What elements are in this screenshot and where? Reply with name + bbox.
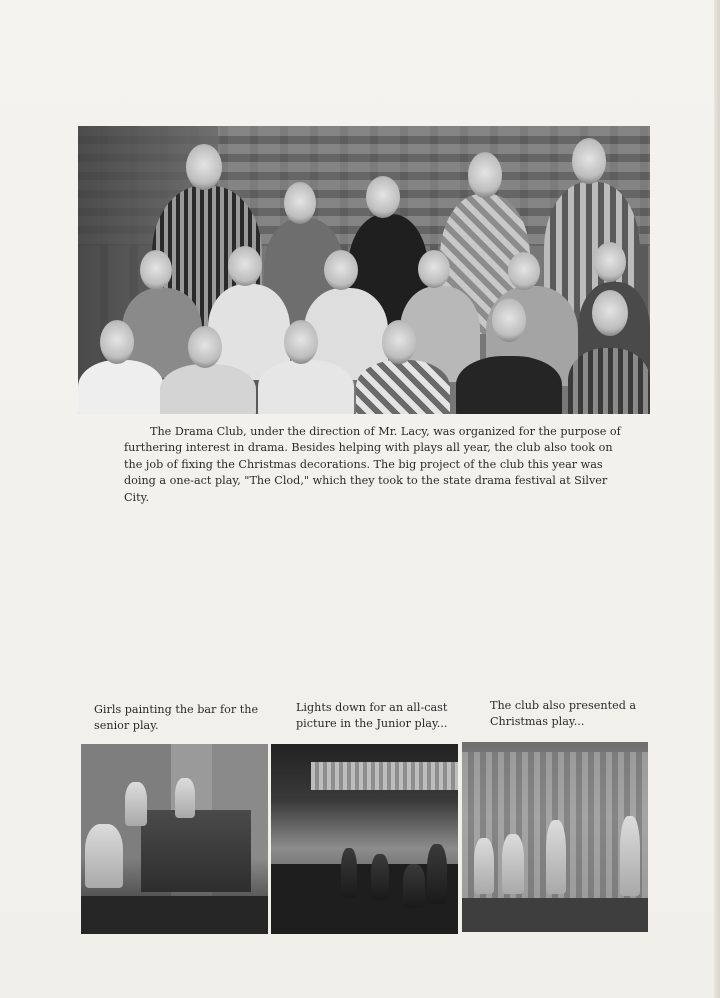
figure	[620, 816, 640, 896]
photo-junior-play-cast	[271, 744, 458, 934]
student-head	[324, 250, 358, 290]
student-head	[284, 182, 316, 224]
figure	[502, 834, 524, 894]
photo-floor	[81, 896, 268, 934]
student-head	[594, 242, 626, 282]
student	[258, 360, 354, 414]
student-head	[592, 290, 628, 336]
caption-junior-play: Lights down for an all-cast picture in the Junior play...	[296, 701, 448, 731]
student	[160, 364, 256, 414]
drama-club-caption: The Drama Club, under the direction of Mr. Lacy, was organized for the purpose of furthering interest in drama. Besides helping with plays all year, the club also took on the job of fixing the Christmas decorations. The big project of the club this year was doing a one-act play, "The Clod," which they took to the state drama festival at Silver City.	[124, 425, 621, 504]
student-head	[572, 138, 606, 184]
figure	[341, 848, 357, 898]
page-edge	[714, 0, 720, 998]
figure	[403, 864, 425, 908]
student-head	[382, 320, 416, 364]
student	[568, 348, 650, 414]
student-head	[468, 152, 502, 198]
photo-christmas-play	[462, 742, 648, 932]
figure	[427, 844, 447, 904]
caption-painting-bar: Girls painting the bar for the senior play.	[94, 703, 259, 733]
drama-club-group-photo	[78, 126, 650, 414]
student-head	[284, 320, 318, 364]
student-head	[186, 144, 222, 190]
figure	[371, 854, 389, 900]
stage-floor	[462, 898, 648, 932]
figure	[546, 820, 566, 894]
figure	[474, 838, 494, 894]
student-head	[508, 252, 540, 290]
stage-curtain	[311, 762, 458, 790]
student-head	[228, 246, 262, 286]
photo-girls-painting-bar	[81, 744, 268, 934]
figure	[125, 782, 147, 826]
figure	[175, 778, 195, 818]
stage-bar-prop	[141, 810, 251, 892]
figure	[85, 824, 123, 888]
student	[78, 360, 164, 414]
student	[356, 360, 450, 414]
caption-christmas-play: The club also presented a Christmas play...	[490, 699, 637, 729]
student-head	[418, 250, 450, 288]
student-head	[492, 298, 526, 342]
student	[456, 356, 562, 414]
student-head	[366, 176, 400, 218]
student-head	[140, 250, 172, 290]
student-head	[100, 320, 134, 364]
student-head	[188, 326, 222, 368]
